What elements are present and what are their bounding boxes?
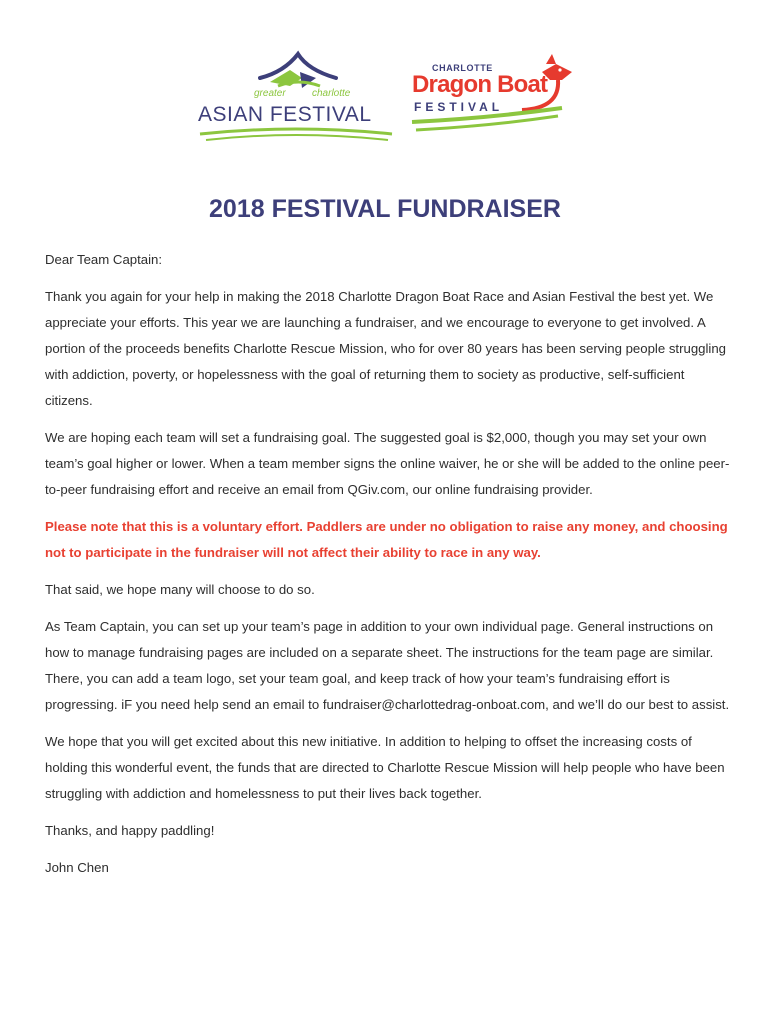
salutation: Dear Team Captain: [45, 252, 163, 267]
paragraph-team-captain: As Team Captain, you can set up your team’s page in addition to your own individual page. General instructions on how to manage fundraising pages are included on a separate sheet. The instructions for the team page are similar. There, you can add a team logo, set your team goal, and keep track of how your team’s fundraising effort is progressing. iF you need help send an email to fundraiser@charlottedrag-onboat.com, and we’ll do our best to assist. [45, 619, 730, 712]
paragraph-goal: We are hoping each team will set a fundraising goal. The suggested goal is $2,000, though you may set your own team’s goal higher or lower. When a team member signs the online waiver, he or she will be added to the online peer-to-peer fundraising effort and receive an email from QGiv.com, our online fundraising provider. [45, 430, 730, 497]
logo-charlotte-caps-text: CHARLOTTE [432, 63, 493, 73]
logo-greater-text: greater [254, 88, 286, 99]
asian-festival-emblem-graphic [198, 48, 394, 148]
logo-festival-text: FESTIVAL [414, 100, 504, 114]
paragraph-initiative: We hope that you will get excited about this new initiative. In addition to helping to offset the increasing costs of holding this wonderful event, the funds that are directed to Charlotte Rescue Mission will help people who have been struggling with addiction and homelessness to put their lives back together. [45, 734, 725, 801]
asian-festival-logo [198, 48, 394, 148]
page-title: 2018 FESTIVAL FUNDRAISER [209, 195, 561, 223]
header-logos [0, 44, 770, 154]
closing: Thanks, and happy paddling! [45, 823, 215, 838]
letter-body [45, 247, 730, 892]
signature: John Chen [45, 860, 109, 875]
paragraph-hope: That said, we hope many will choose to do so. [45, 582, 315, 597]
logo-charlotte-text: charlotte [312, 88, 351, 99]
logo-asian-festival-text: ASIAN FESTIVAL [198, 103, 372, 126]
logo-dragon-boat-text: Dragon Boat [412, 71, 548, 98]
paragraph-intro: Thank you again for your help in making the 2018 Charlotte Dragon Boat Race and Asian Festival the best yet. We appreciate your efforts. This year we are launching a fundraiser, and we encourage to everyone to get involved. A portion of the proceeds benefits Charlotte Rescue Mission, who for over 80 years has been serving people struggling with addiction, poverty, or hopelessness with the goal of returning them to society as productive, self-sufficient citizens. [45, 289, 727, 408]
dragon-boat-festival-logo [410, 50, 576, 150]
voluntary-notice: Please note that this is a voluntary effort. Paddlers are under no obligation to raise any money, and choosing not to participate in the fundraiser will not affect their ability to race in any way. [45, 519, 728, 560]
